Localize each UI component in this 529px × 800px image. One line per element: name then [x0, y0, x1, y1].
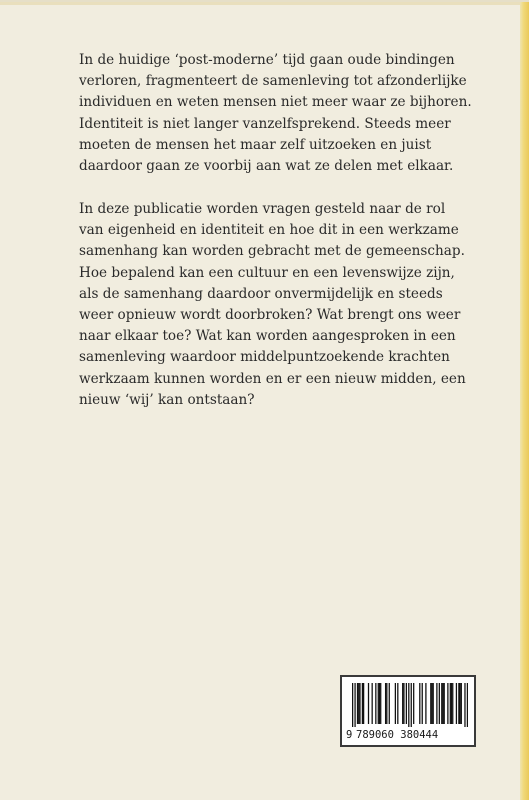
text-line: samenleving waardoor middelpuntzoekende krachten — [79, 349, 450, 366]
barcode-bar — [386, 683, 387, 724]
barcode-bar — [413, 683, 414, 724]
barcode-bars — [352, 683, 468, 727]
text-line: werkzaam kunnen worden en er een nieuw midden, een — [79, 370, 466, 387]
barcode-bar — [379, 683, 380, 724]
barcode-bar — [461, 683, 462, 724]
barcode-bar — [425, 683, 426, 724]
barcode-bar — [375, 683, 376, 724]
text-line: moeten de mensen het maar zelf uitzoeken en juist — [79, 136, 432, 153]
barcode-bar — [397, 683, 398, 724]
text-line: verloren, fragmenteert de samenleving tot afzonderlijke — [79, 73, 467, 90]
barcode-bar — [450, 683, 451, 724]
barcode-bar — [439, 683, 440, 724]
barcode-bar — [436, 683, 437, 724]
text-line: individuen en weten mensen niet meer waar ze bijhoren. — [79, 94, 472, 111]
blurb-paragraph-2 — [79, 199, 479, 411]
barcode-bar — [447, 683, 448, 724]
barcode-bar — [403, 683, 404, 724]
page-edge — [520, 2, 529, 800]
barcode-bar — [385, 683, 386, 724]
barcode-bar — [389, 683, 390, 724]
barcode-bar — [422, 683, 423, 724]
text-line: als de samenhang daardoor onvermijdelijk en steeds — [79, 285, 443, 302]
barcode-bar — [354, 683, 355, 727]
barcode-bar — [411, 683, 412, 727]
blurb-paragraph-1 — [79, 50, 479, 177]
barcode-bar — [402, 683, 403, 724]
barcode-bar — [456, 683, 457, 724]
text-line: Hoe bepalend kan een cultuur en een levenswijze zijn, — [79, 264, 455, 281]
barcode-bar — [352, 683, 353, 727]
barcode-bar — [467, 683, 468, 727]
barcode-bar — [442, 683, 443, 724]
barcode-bar — [459, 683, 460, 724]
barcode-bar — [406, 683, 407, 724]
barcode-bar — [357, 683, 358, 724]
barcode-bar — [433, 683, 434, 724]
text-line: In de huidige ‘post-moderne’ tijd gaan oude bindingen — [79, 52, 455, 68]
barcode-bar — [372, 683, 373, 724]
barcode-bar — [419, 683, 420, 724]
barcode-bar — [431, 683, 432, 724]
barcode-bar — [441, 683, 442, 724]
barcode-bar — [378, 683, 379, 724]
barcode-bar — [358, 683, 359, 724]
isbn-barcode — [340, 675, 476, 747]
barcode-digits — [346, 729, 474, 741]
text-line: samenhang kan worden gebracht met de gemeenschap. — [79, 243, 465, 260]
text-line: Identiteit is niet langer vanzelfsprekend. Steeds meer — [79, 115, 451, 132]
text-line: naar elkaar toe? Wat kan worden aangesproken in een — [79, 328, 456, 345]
barcode-bar — [408, 683, 409, 727]
text-line: weer opnieuw wordt doorbroken? Wat brengt ons weer — [79, 307, 461, 324]
text-line: nieuw ‘wij’ kan ontstaan? — [79, 391, 255, 408]
text-line: In deze publicatie worden vragen gesteld naar de rol — [79, 201, 446, 217]
text-line: daardoor gaan ze voorbij aan wat ze delen met elkaar. — [79, 158, 454, 175]
barcode-bar — [444, 683, 445, 724]
text-line: van eigenheid en identiteit en hoe dit in een werkzame — [79, 222, 459, 239]
barcode-bar — [395, 683, 396, 724]
barcode-bar — [363, 683, 364, 724]
barcode-lead-digit: 9 — [346, 729, 353, 741]
cover-top-edge — [0, 2, 529, 5]
barcode-bar — [359, 683, 360, 724]
barcode-number: 789060 380444 — [356, 729, 439, 741]
barcode-bar — [452, 683, 453, 724]
barcode-bar — [458, 683, 459, 724]
barcode-bar — [368, 683, 369, 724]
barcode-bar — [451, 683, 452, 724]
barcode-bar — [430, 683, 431, 724]
barcode-bar — [464, 683, 465, 727]
barcode-bar — [362, 683, 363, 724]
barcode-bar — [380, 683, 381, 724]
